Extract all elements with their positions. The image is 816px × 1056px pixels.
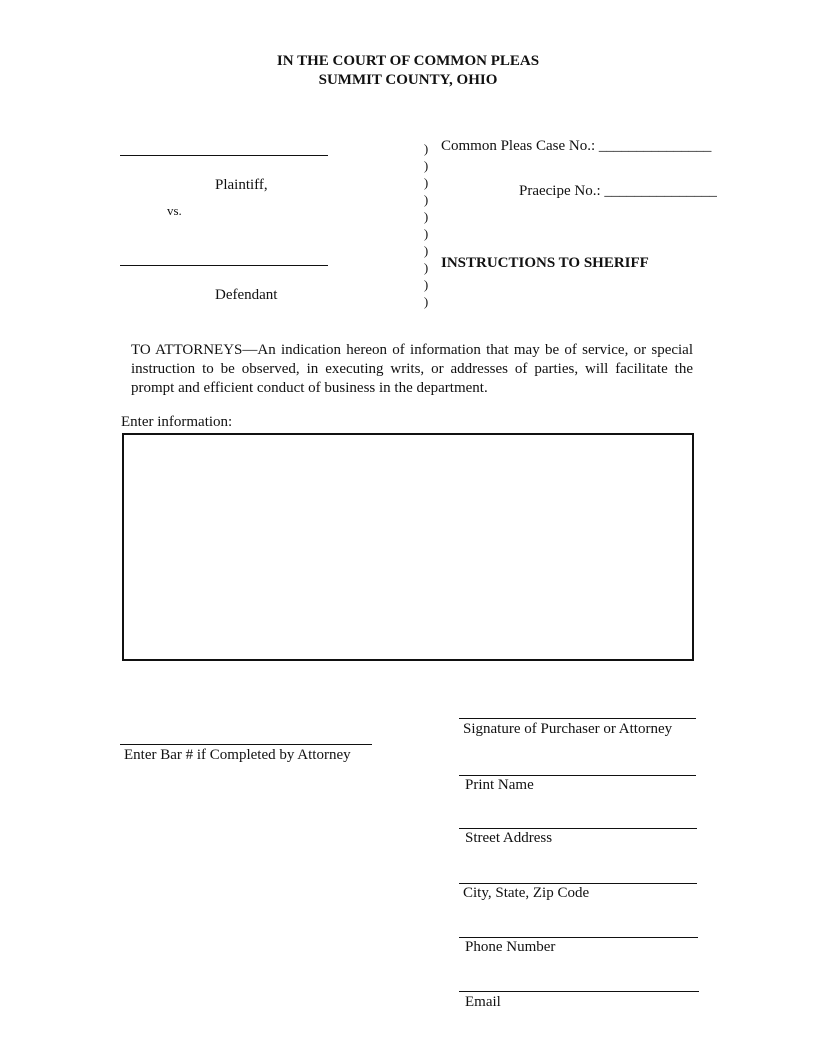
plaintiff-label: Plaintiff, <box>215 177 268 193</box>
caption-paren: ) <box>423 175 429 190</box>
defendant-label: Defendant <box>215 287 278 303</box>
caption-paren: ) <box>423 192 429 207</box>
caption-paren: ) <box>423 243 429 258</box>
praecipe-number-field[interactable] <box>519 183 717 200</box>
caption-paren: ) <box>423 209 429 224</box>
city-state-zip-label: City, State, Zip Code <box>463 885 590 901</box>
court-name: IN THE COURT OF COMMON PLEAS <box>276 53 540 69</box>
phone-number-label: Phone Number <box>465 939 556 955</box>
phone-number-line[interactable] <box>459 937 698 938</box>
praecipe-number-blank: __________ <box>604 183 680 199</box>
attorney-notice: TO ATTORNEYS—An indication hereon of information that may be of service, or special instruction to be observed, in executing writs, or addresses of parties, will facilitate the prompt and efficient conduct of business in the department. <box>131 342 693 396</box>
bar-number-label: Enter Bar # if Completed by Attorney <box>124 747 351 763</box>
case-number-blank-suffix: ____ <box>681 138 712 154</box>
county-name: SUMMIT COUNTY, OHIO <box>318 72 498 88</box>
bar-number-line[interactable] <box>120 744 372 745</box>
city-state-zip-line[interactable] <box>459 883 697 884</box>
case-number-field[interactable] <box>441 138 711 155</box>
praecipe-number-blank-suffix: ____ <box>679 183 710 199</box>
email-label: Email <box>465 994 501 1010</box>
print-name-line[interactable] <box>459 775 696 776</box>
caption-paren: ) <box>423 226 429 241</box>
document-title: INSTRUCTIONS TO SHERIFF <box>441 255 649 271</box>
praecipe-number-blank-end: _ <box>709 183 717 199</box>
street-address-label: Street Address <box>465 830 553 846</box>
caption-paren: ) <box>423 260 429 275</box>
print-name-label: Print Name <box>465 777 534 793</box>
signature-line[interactable] <box>459 718 696 719</box>
caption-paren: ) <box>423 294 429 309</box>
case-number-blank: ___________ <box>598 138 682 154</box>
case-number-label: Common Pleas Case No.: <box>441 138 596 154</box>
email-line[interactable] <box>459 991 699 992</box>
street-address-line[interactable] <box>459 828 697 829</box>
defendant-name-line[interactable] <box>120 265 328 266</box>
plaintiff-name-line[interactable] <box>120 155 328 156</box>
caption-paren: ) <box>423 141 429 156</box>
signature-label: Signature of Purchaser or Attorney <box>463 721 673 737</box>
vs-label: vs. <box>167 203 182 218</box>
praecipe-number-label: Praecipe No.: <box>519 183 601 199</box>
caption-paren: ) <box>423 277 429 292</box>
information-textbox[interactable] <box>122 433 694 661</box>
enter-information-label: Enter information: <box>121 414 233 430</box>
caption-paren: ) <box>423 158 429 173</box>
